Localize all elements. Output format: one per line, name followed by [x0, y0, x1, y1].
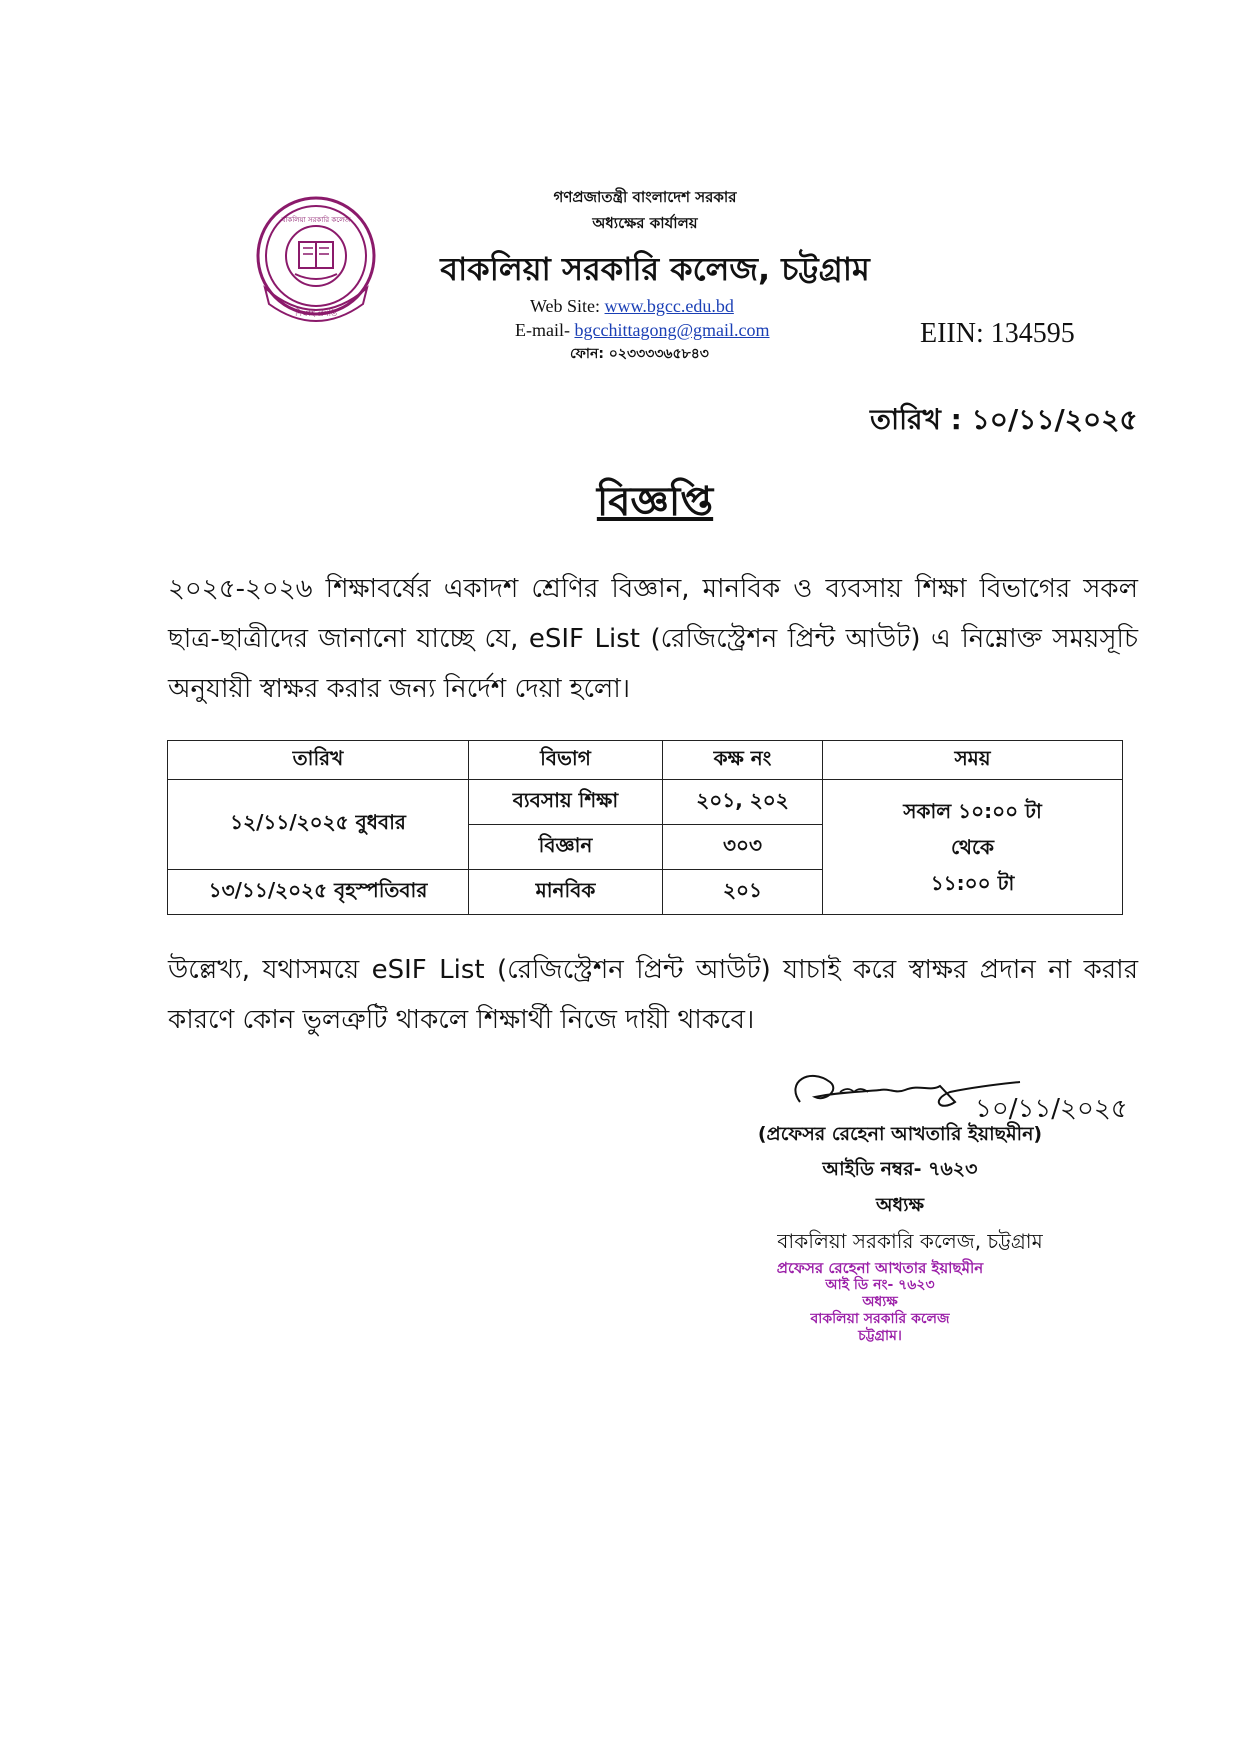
header-department: বিভাগ: [469, 741, 663, 780]
schedule-table: [167, 740, 1123, 915]
stamp-name: প্রফেসর রেহেনা আখতার ইয়াছমীন: [776, 1259, 984, 1277]
header-room: কক্ষ নং: [663, 741, 823, 780]
signatory-id: আইডি নম্বর- ৭৬২৩: [822, 1158, 978, 1180]
stamp-designation: অধ্যক্ষ: [862, 1294, 898, 1310]
phone-line: ফোন: ০২৩৩৩৩৬৫৮৪৩: [570, 346, 709, 362]
header-time: সময়: [823, 741, 1123, 780]
header-date: তারিখ: [168, 741, 469, 780]
eiin-number: EIIN: 134595: [920, 318, 1075, 349]
website-line: [530, 296, 800, 317]
signatory-designation: অধ্যক্ষ: [875, 1194, 924, 1216]
time-connector: থেকে: [950, 835, 995, 859]
stamp-city: চট্টগ্রাম।: [858, 1328, 902, 1344]
email-label: E-mail-: [515, 320, 575, 340]
cell-time: [823, 780, 1123, 915]
cell-date: ১৩/১১/২০২৫ বৃহস্পতিবার: [168, 870, 469, 915]
signatory-college: বাকলিয়া সরকারি কলেজ, চট্টগ্রাম: [777, 1229, 1043, 1253]
official-stamp: [760, 1260, 1000, 1345]
notice-date: তারিখ : ১০/১১/২০২৫: [870, 403, 1138, 436]
time-start: সকাল ১০:০০ টা: [903, 799, 1042, 823]
svg-text:বাকলিয়া সরকারি কলেজ: বাকলিয়া সরকারি কলেজ: [281, 216, 351, 224]
college-name: বাকলিয়া সরকারি কলেজ, চট্টগ্রাম: [440, 250, 870, 288]
website-label: Web Site:: [530, 296, 605, 316]
email-line: [515, 320, 815, 341]
cell-date: ১২/১১/২০২৫ বুধবার: [168, 780, 469, 870]
signatory-name: (প্রফেসর রেহেনা আখতারি ইয়াছমীন): [757, 1123, 1043, 1145]
cell-room: ২০১, ২০২: [663, 780, 823, 825]
office-line: অধ্যক্ষের কার্যালয়: [592, 214, 698, 232]
note-paragraph: উল্লেখ্য, যথাসময়ে eSIF List (রেজিস্ট্রেশন প্রিন্ট আউট) যাচাই করে স্বাক্ষর প্রদান না করার কারণে কোন ভুলত্রুটি থাকলে শিক্ষার্থী নিজে দায়ী থাকবে।: [168, 955, 1138, 1035]
college-seal-logo: [255, 192, 377, 324]
cell-department: ব্যবসায় শিক্ষা: [469, 780, 663, 825]
stamp-college: বাকলিয়া সরকারি কলেজ: [810, 1311, 950, 1327]
cell-department: বিজ্ঞান: [469, 825, 663, 870]
website-link[interactable]: www.bgcc.edu.bd: [604, 296, 734, 316]
table-header-row: [168, 741, 1123, 780]
notice-title: বিজ্ঞপ্তি: [596, 479, 714, 525]
cell-room: ২০১: [663, 870, 823, 915]
time-end: ১১:০০ টা: [930, 871, 1015, 895]
notice-body-paragraph: ২০২৫-২০২৬ শিক্ষাবর্ষের একাদশ শ্রেণির বিজ্ঞান, মানবিক ও ব্যবসায় শিক্ষা বিভাগের সকল ছাত্র-ছাত্রীদের জানানো যাচ্ছে যে, eSIF List (রেজিস্ট্রেশন প্রিন্ট আউট) এ নিম্নোক্ত সময়সূচি অনুযায়ী স্বাক্ষর করার জন্য নির্দেশ দেয়া হলো।: [168, 574, 1138, 704]
cell-room: ৩০৩: [663, 825, 823, 870]
stamp-id: আই ডি নং- ৭৬২৩: [825, 1277, 935, 1293]
cell-department: মানবিক: [469, 870, 663, 915]
svg-text:শিক্ষাই প্রগতি: শিক্ষাই প্রগতি: [294, 309, 338, 318]
signature-date: ১০/১১/২০২৫: [975, 1094, 1128, 1124]
email-link[interactable]: bgcchittagong@gmail.com: [574, 320, 770, 340]
government-line: গণপ্রজাতন্ত্রী বাংলাদেশ সরকার: [553, 188, 737, 206]
table-row: [168, 780, 1123, 825]
